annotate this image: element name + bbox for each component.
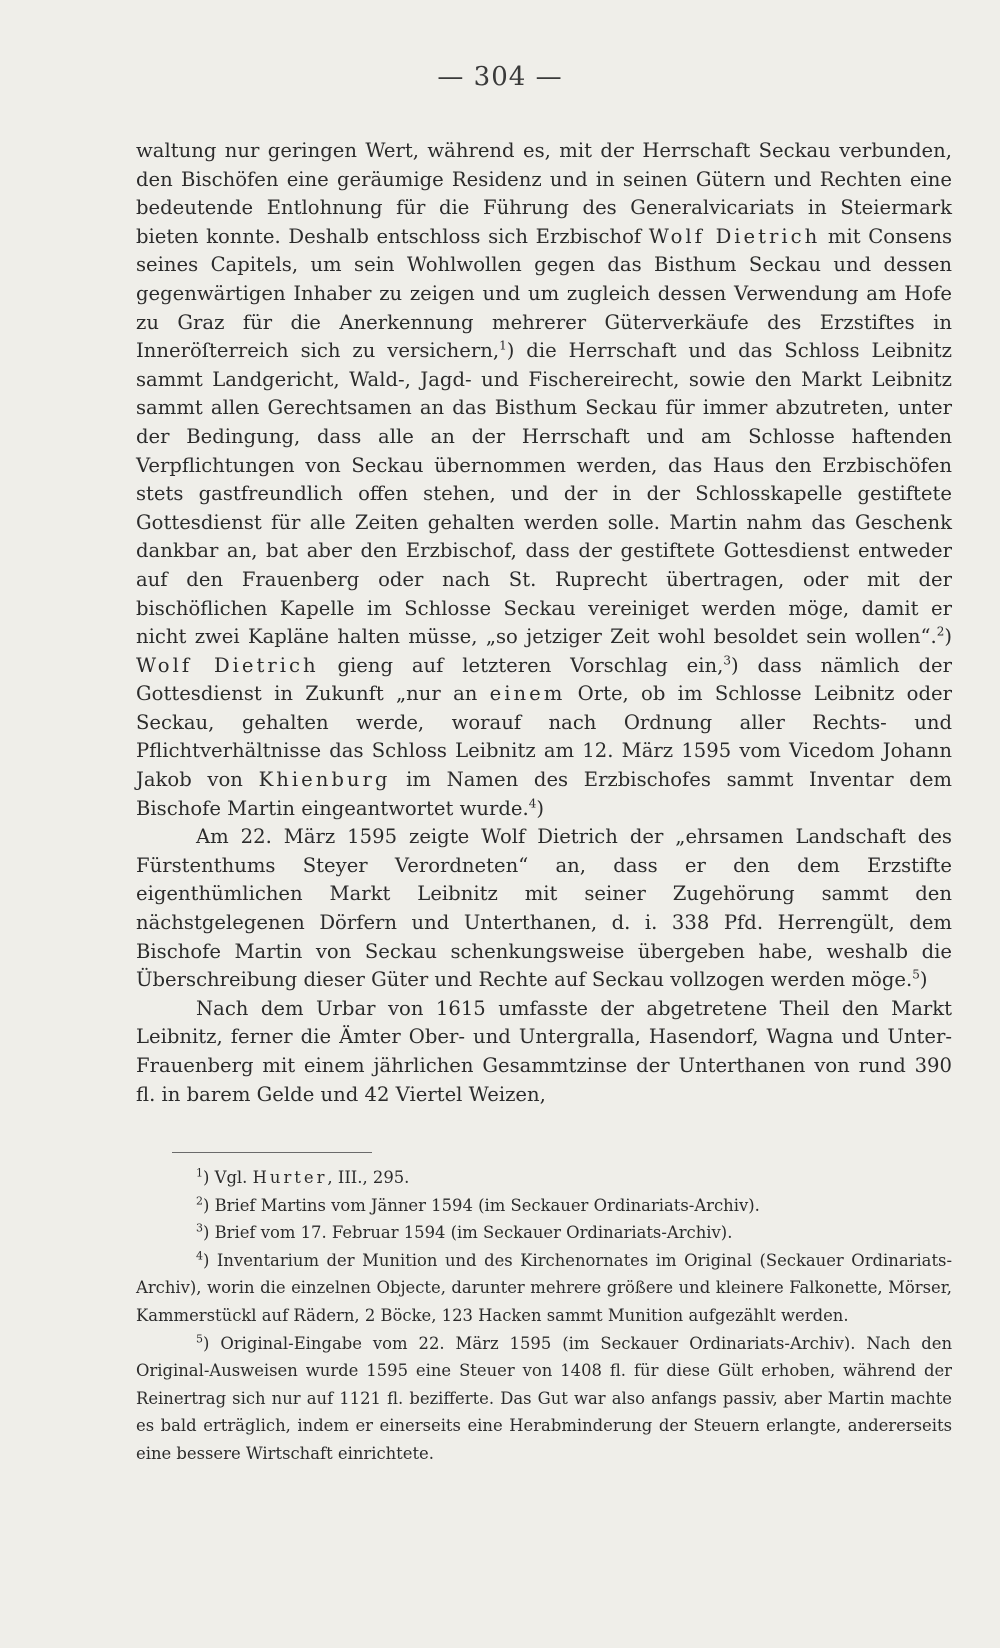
footnote-5 [136, 1330, 952, 1468]
footnote-text: ) Original-Eingabe vom 22. März 1595 (im Seckauer Ordinariats-Archiv). Nach den Original-Ausweisen wurde 1595 eine Steuer von 1408 fl. für diese Gült erhoben, während der Reinertrag sich nur auf 1121 fl. bezifferte. Das Gut war also anfangs passiv, aber Martin machte es bald erträglich, indem er einerseits eine Herabminderung der Steuern erlangte, andererseits eine bessere Wirtschaft einrichtete. [136, 1333, 952, 1463]
main-text [136, 137, 952, 1109]
footnote-text: ) Brief vom 17. Februar 1594 (im Seckauer Ordinariats-Archiv). [203, 1223, 733, 1243]
paragraph-1-text-e: gieng auf letzteren Vorschlag ein, [318, 653, 724, 677]
paragraph-1-text-c: ) die Herrschaft und das Schloss Leibnitz sammt Landgericht, Wald-, Jagd- und Fischereirecht, sowie den Markt Leibnitz sammt allen Gerechtsamen an das Bisthum Seckau für immer abzutreten, unter der Bedingung, dass alle an der Herrschaft und am Schlosse haftenden Verpflichtungen von Seckau übernommen werden, das Haus den Erzbischöfen stets gastfreundlich offen stehen, und der in der Schlosskapelle gestiftete Gottesdienst für alle Zeiten gehalten werden solle. Martin nahm das Geschenk dankbar an, bat aber den Erzbischof, dass der gestiftete Gottesdienst entweder auf den Frauenberg oder nach St. Ruprecht übertragen, oder mit der bischöflichen Kapelle im Schlosse Seckau vereiniget werden möge, damit er nicht zwei Kapläne halten müsse, „so jetziger Zeit wohl besoldet sein wollen“. [136, 339, 952, 649]
footnote-4 [136, 1247, 952, 1330]
footnote-text: ) Vgl. [203, 1168, 253, 1187]
paragraph-1-text-a: waltung nur geringen Wert, während es, mit der Herrschaft Seckau verbunden, den Bischöfen eine geräumige Residenz und in seinen Gütern und Rechten eine bedeutende Entlohnung für die Führung des Generalvicariats in Steiermark bieten konnte. Deshalb entschloss sich Erzbischof [136, 139, 952, 248]
name-khienburg: Khienburg [258, 768, 391, 792]
paragraph-1-text-h: im Namen des Erzbischofes sammt Inventar dem Bischofe Martin eingeantwortet wurde. [136, 768, 952, 820]
paragraph-1-text-d: ) [944, 625, 952, 649]
footnote-1 [136, 1164, 952, 1192]
footnote-ref-5: 5 [912, 967, 920, 982]
footnote-divider [172, 1152, 372, 1153]
paragraph-1 [136, 137, 952, 823]
footnote-ref-1: 1 [499, 338, 507, 353]
footnote-mark: 5 [196, 1332, 203, 1346]
footnote-ref-2: 2 [936, 624, 945, 639]
footnote-text-b: , III., 295. [327, 1168, 410, 1187]
paragraph-3: Nach dem Urbar von 1615 umfasste der abgetretene Theil den Markt Leibnitz, ferner die Ämter Ober- und Untergralla, Hasendorf, Wagna und Unter-Frauenberg mit einem jährlichen Gesammtzinse der Unterthanen von rund 390 fl. in barem Gelde und 42 Viertel Weizen, [136, 996, 952, 1106]
paragraph-2 [136, 823, 952, 995]
footnote-mark: 3 [196, 1221, 203, 1235]
footnotes [136, 1164, 952, 1468]
footnote-ref-3: 3 [723, 653, 732, 668]
paragraph-1-text-f: ) dass nämlich der Gottesdienst in Zukunft „nur an [136, 653, 952, 706]
word-einem: einem [489, 682, 566, 706]
footnote-text: ) Brief Martins vom Jänner 1594 (im Seckauer Ordinariats-Archiv). [203, 1195, 760, 1215]
paragraph-2-text-a: Am 22. März 1595 zeigte Wolf Dietrich der „ehrsamen Landschaft des Fürstenthums Steyer Verordneten“ an, dass er den dem Erzstifte eigenthümlichen Markt Leibnitz mit seiner Zugehörung sammt den nächstgelegenen Dörfern und Unterthanen, d. i. 338 Pfd. Herrengült, dem Bischofe Martin von Seckau schenkungsweise übergeben habe, weshalb die Überschreibung dieser Güter und Rechte auf Seckau vollzogen werden möge. [136, 825, 952, 992]
footnote-spaced-name: Hurter [252, 1168, 328, 1187]
footnote-text: ) Inventarium der Munition und des Kirchenornates im Original (Seckauer Ordinariats-Archiv), worin die einzelnen Objecte, darunter mehrere größere und kleinere Falkonette, Mörser, Kammerstückl auf Rädern, 2 Böcke, 123 Hacken sammt Munition aufgezählt werden. [136, 1250, 952, 1325]
name-wolf-dietrich: Wolf Dietrich [648, 224, 821, 248]
page-number: — 304 — [437, 62, 563, 92]
footnote-3 [136, 1219, 952, 1247]
footnote-mark: 2 [196, 1194, 203, 1208]
paragraph-1-text-i: ) [536, 796, 545, 820]
paragraph-1-text-b: mit Consens seines Capitels, um sein Wohlwollen gegen das Bisthum Seckau und dessen gegenwärtigen Inhaber zu zeigen und um zugleich dessen Verwendung am Hofe zu Graz für die Anerkennung mehrerer Güterverkäufe des Erzstiftes in Inneröſterreich sich zu versichern, [136, 224, 952, 363]
footnote-mark: 1 [196, 1166, 203, 1180]
paragraph-1-text-g: Orte, ob im Schlosse Leibnitz oder Seckau, gehalten werde, worauf nach Ordnung aller Rechts- und Pflichtverhältnisse das Schloss Leibnitz am 12. März 1595 vom Vicedom Johann Jakob von [136, 682, 952, 792]
name-wolf-dietrich-2: Wolf Dietrich [136, 653, 319, 677]
paragraph-2-text-b: ) [919, 968, 928, 992]
footnote-ref-4: 4 [528, 796, 537, 811]
footnote-2 [136, 1192, 952, 1220]
footnote-mark: 4 [196, 1249, 203, 1263]
